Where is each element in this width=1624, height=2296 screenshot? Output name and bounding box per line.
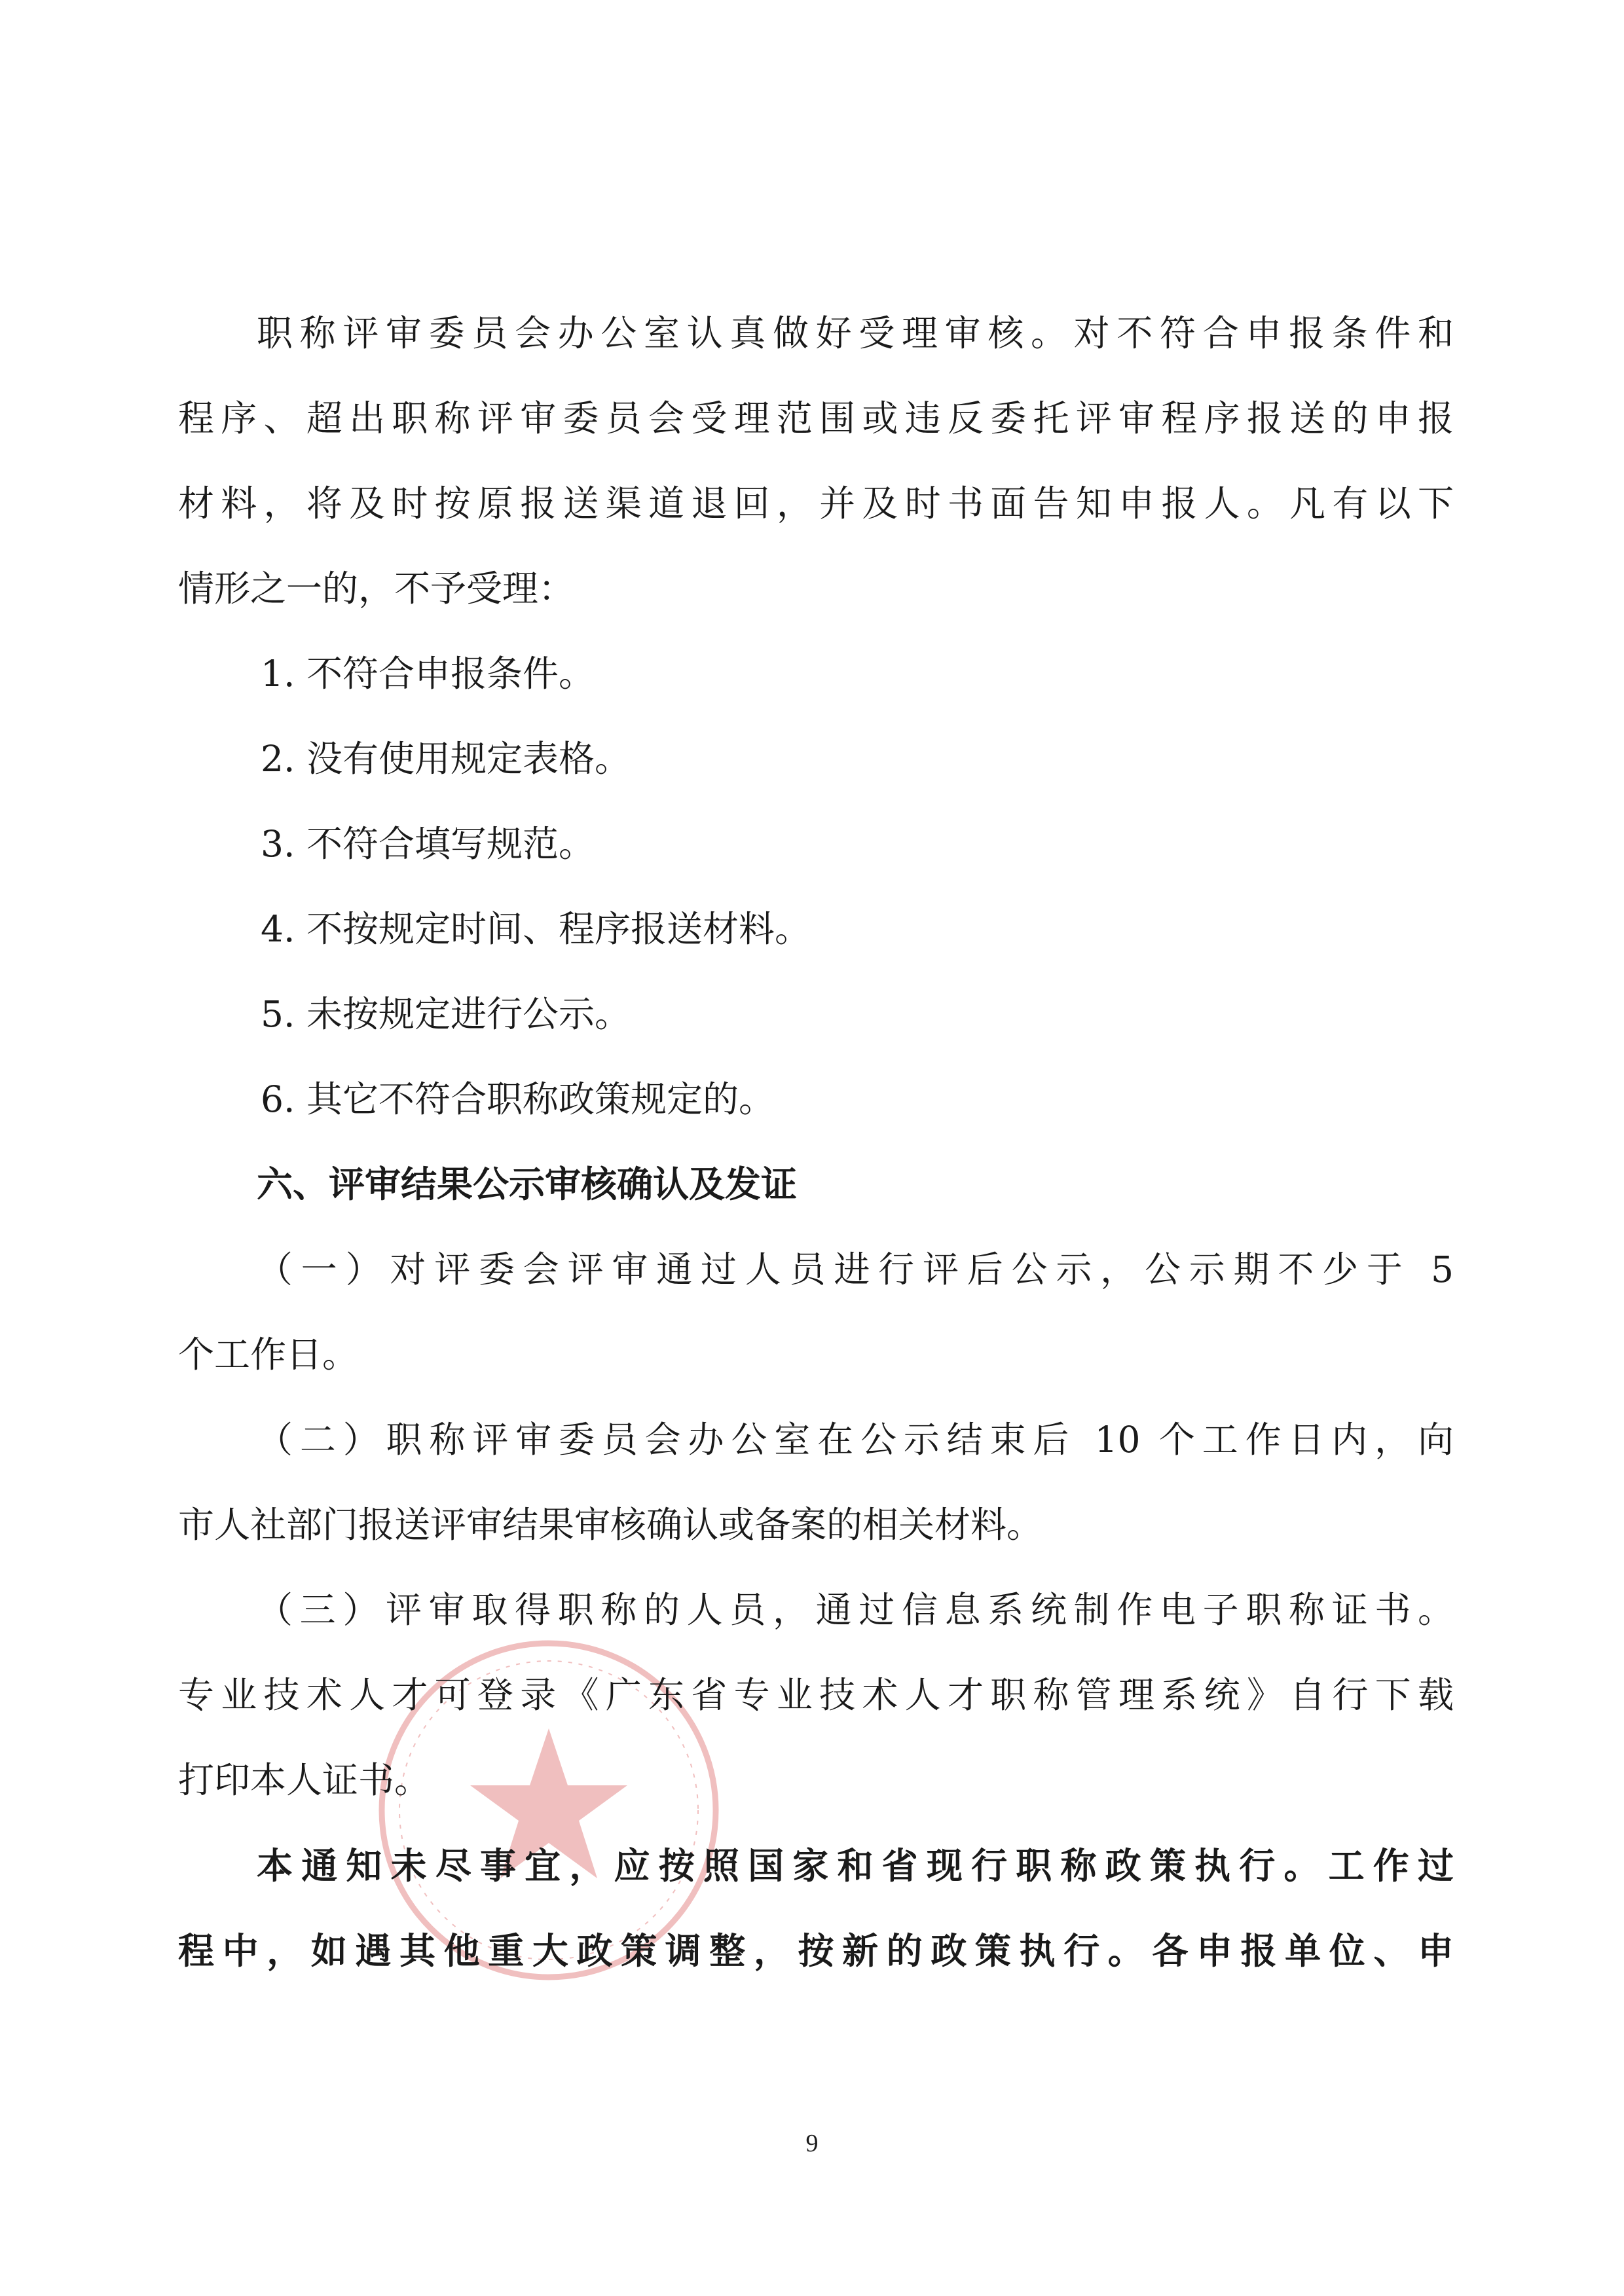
closing-line-2: 程中，如遇其他重大政策调整，按新的政策执行。各申报单位、申 — [178, 1929, 1454, 1972]
list-item: 6. 其它不符合职称政策规定的。 — [261, 1078, 775, 1120]
list-item: 3. 不符合填写规范。 — [261, 823, 595, 865]
sub-2-line-2: 市人社部门报送评审结果审核确认或备案的相关材料。 — [178, 1504, 1043, 1546]
closing-line-1: 本通知未尽事宜，应按照国家和省现行职称政策执行。工作过 — [257, 1844, 1454, 1887]
sub-2-line-1: （二）职称评审委员会办公室在公示结束后 10 个工作日内，向 — [257, 1419, 1454, 1461]
paragraph-1-line-4: 情形之一的，不予受理： — [178, 568, 575, 610]
list-item: 1. 不符合申报条件。 — [261, 653, 595, 695]
list-item: 5. 未按规定进行公示。 — [261, 993, 631, 1035]
section-heading: 六、评审结果公示审核确认及发证 — [257, 1163, 798, 1205]
sub-3-line-3: 打印本人证书。 — [178, 1759, 431, 1801]
paragraph-1-line-1: 职称评审委员会办公室认真做好受理审核。对不符合申报条件和 — [257, 312, 1454, 354]
sub-3-line-2: 专业技术人才可登录《广东省专业技术人才职称管理系统》自行下载 — [178, 1674, 1454, 1716]
paragraph-1-line-3: 材料，将及时按原报送渠道退回，并及时书面告知申报人。凡有以下 — [178, 483, 1454, 524]
page-number: 9 — [805, 2130, 819, 2157]
list-item: 4. 不按规定时间、程序报送材料。 — [261, 908, 811, 950]
sub-1-line-1: （一）对评委会评审通过人员进行评后公示，公示期不少于 5 — [257, 1248, 1454, 1290]
list-item: 2. 没有使用规定表格。 — [261, 738, 631, 780]
sub-3-line-1: （三）评审取得职称的人员，通过信息系统制作电子职称证书。 — [257, 1589, 1454, 1631]
sub-1-line-2: 个工作日。 — [178, 1334, 359, 1376]
paragraph-1-line-2: 程序、超出职称评审委员会受理范围或违反委托评审程序报送的申报 — [178, 397, 1454, 439]
